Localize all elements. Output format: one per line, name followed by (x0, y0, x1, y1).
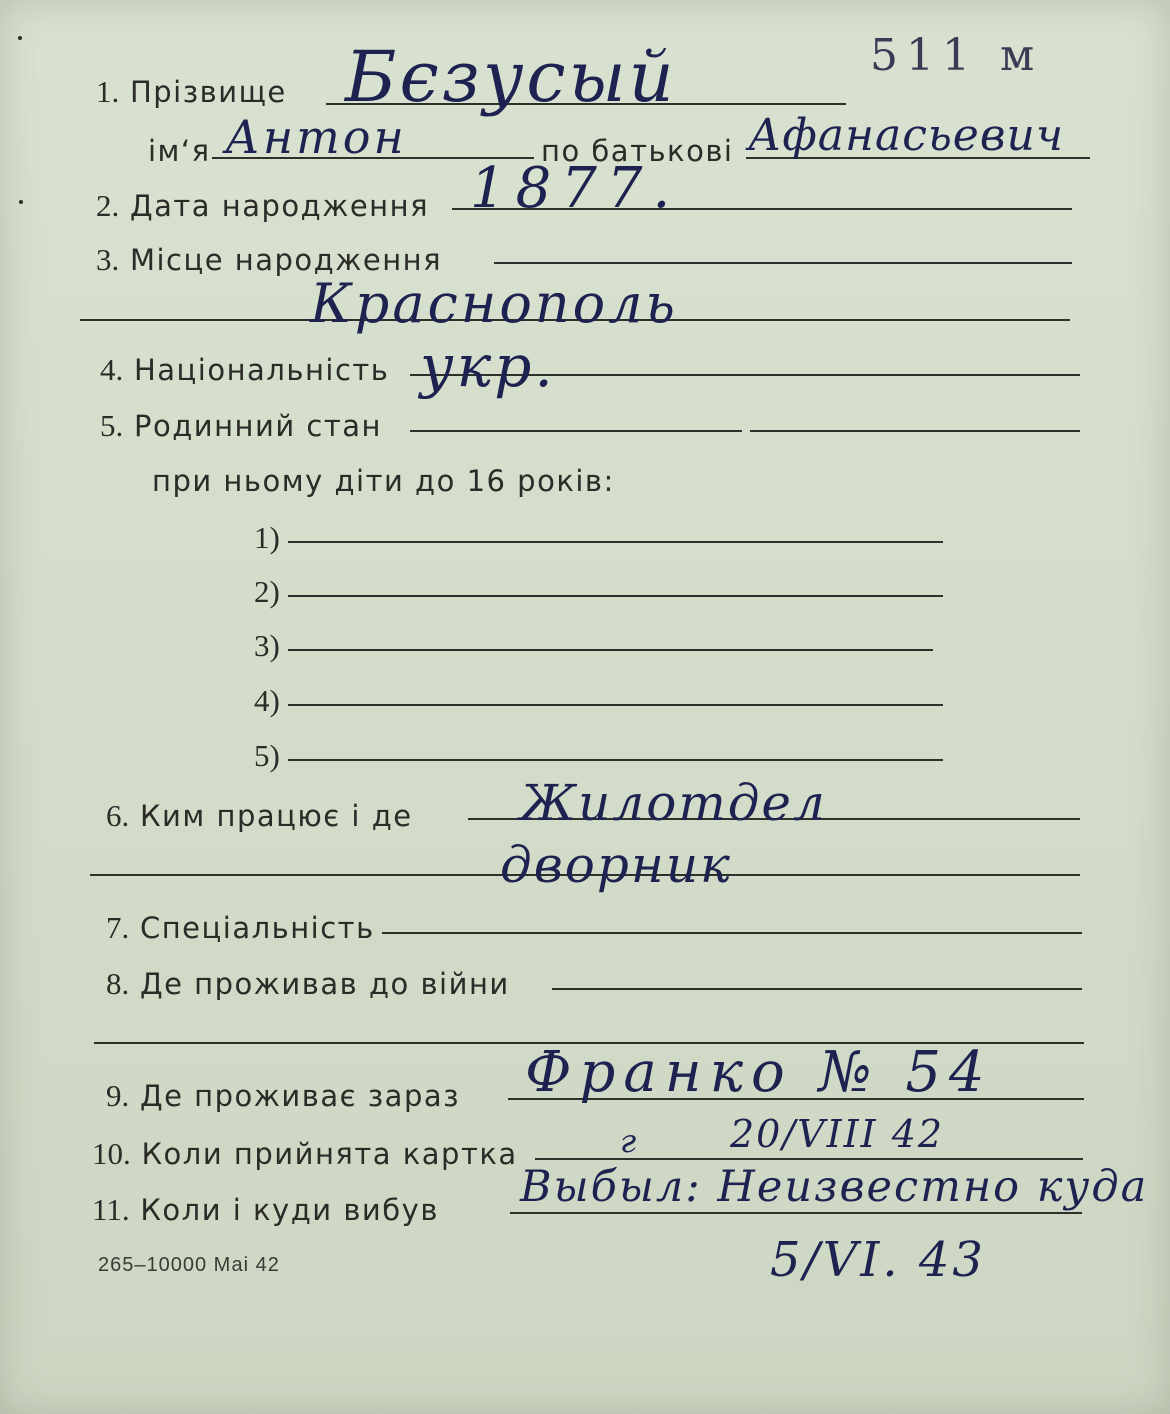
field-number: 8. (106, 966, 130, 1001)
field-departure-label (92, 1192, 439, 1228)
field-label: Дата народження (129, 189, 430, 223)
nationality-value: укр. (420, 332, 556, 400)
field-specialty-label (106, 910, 375, 946)
field-label: Національність (133, 353, 390, 387)
field-work-label (106, 798, 413, 834)
field-marital-label (100, 408, 382, 444)
card-date-prefix: г (620, 1122, 640, 1160)
archive-number: 511 м (870, 30, 1043, 81)
field-label: Коли і куди вибув (140, 1193, 439, 1227)
paper-speck (18, 36, 22, 40)
field-number: 2. (96, 188, 120, 223)
field-number: 11. (92, 1192, 130, 1227)
birthplace-line (494, 262, 1072, 264)
child-line (288, 759, 943, 761)
field-name-label: ім‘я (148, 134, 211, 168)
child-number: 3) (254, 628, 280, 663)
prewar-line (552, 988, 1082, 990)
children-label: при ньому діти до 16 років: (152, 464, 615, 498)
departure-line (510, 1212, 1082, 1214)
card-line (535, 1158, 1083, 1160)
child-number: 1) (254, 520, 280, 555)
field-label: Спеціальність (139, 911, 375, 945)
patronymic-value: Афанасьевич (748, 110, 1065, 161)
field-surname-label (96, 74, 287, 110)
field-current-label (106, 1078, 460, 1114)
field-card-label (92, 1136, 518, 1172)
field-prewar-label (106, 966, 510, 1002)
field-nationality-label (100, 352, 389, 388)
field-number: 9. (106, 1078, 130, 1113)
field-label: Ким працює і де (139, 799, 413, 833)
departure-value: Выбыл: Неизвестно куда (520, 1162, 1149, 1212)
field-birthdate-label (96, 188, 429, 224)
child-line (288, 541, 943, 543)
field-label: Родинний стан (133, 409, 382, 443)
card-date-value: 20/VIII 42 (730, 1112, 945, 1156)
field-number: 4. (100, 352, 124, 387)
specialty-line (382, 932, 1082, 934)
child-number: 5) (254, 738, 280, 773)
field-label: Прізвище (129, 75, 287, 109)
marital-line (410, 430, 742, 432)
marital-line-2 (750, 430, 1080, 432)
birthplace-value: Краснополь (310, 272, 678, 335)
work-place-value: Жилотдел (520, 774, 827, 832)
print-info: 265–10000 Маі 42 (98, 1254, 280, 1276)
field-number: 7. (106, 910, 130, 945)
field-label: Коли прийнята картка (141, 1137, 518, 1171)
field-number: 5. (100, 408, 124, 443)
child-line (288, 595, 943, 597)
field-number: 6. (106, 798, 130, 833)
work-role-value: дворник (500, 836, 732, 894)
current-address-value: Франко № 54 (525, 1040, 993, 1105)
field-number: 1. (96, 74, 120, 109)
paper-speck (19, 200, 23, 204)
child-line (288, 649, 933, 651)
surname-value: Бєзусый (345, 36, 677, 118)
departure-date-value: 5/VI. 43 (770, 1232, 986, 1288)
field-label: Де проживає зараз (139, 1079, 461, 1113)
field-number: 10. (92, 1136, 131, 1171)
field-patronymic-label: по батькові (541, 134, 734, 168)
child-number: 4) (254, 683, 280, 718)
child-line (288, 704, 943, 706)
first-name-value: Антон (225, 110, 407, 164)
child-number: 2) (254, 574, 280, 609)
field-label: Місце народження (129, 243, 443, 277)
field-label: Де проживав до війни (139, 967, 510, 1001)
birthdate-value: 1877. (470, 156, 681, 221)
field-number: 3. (96, 242, 120, 277)
